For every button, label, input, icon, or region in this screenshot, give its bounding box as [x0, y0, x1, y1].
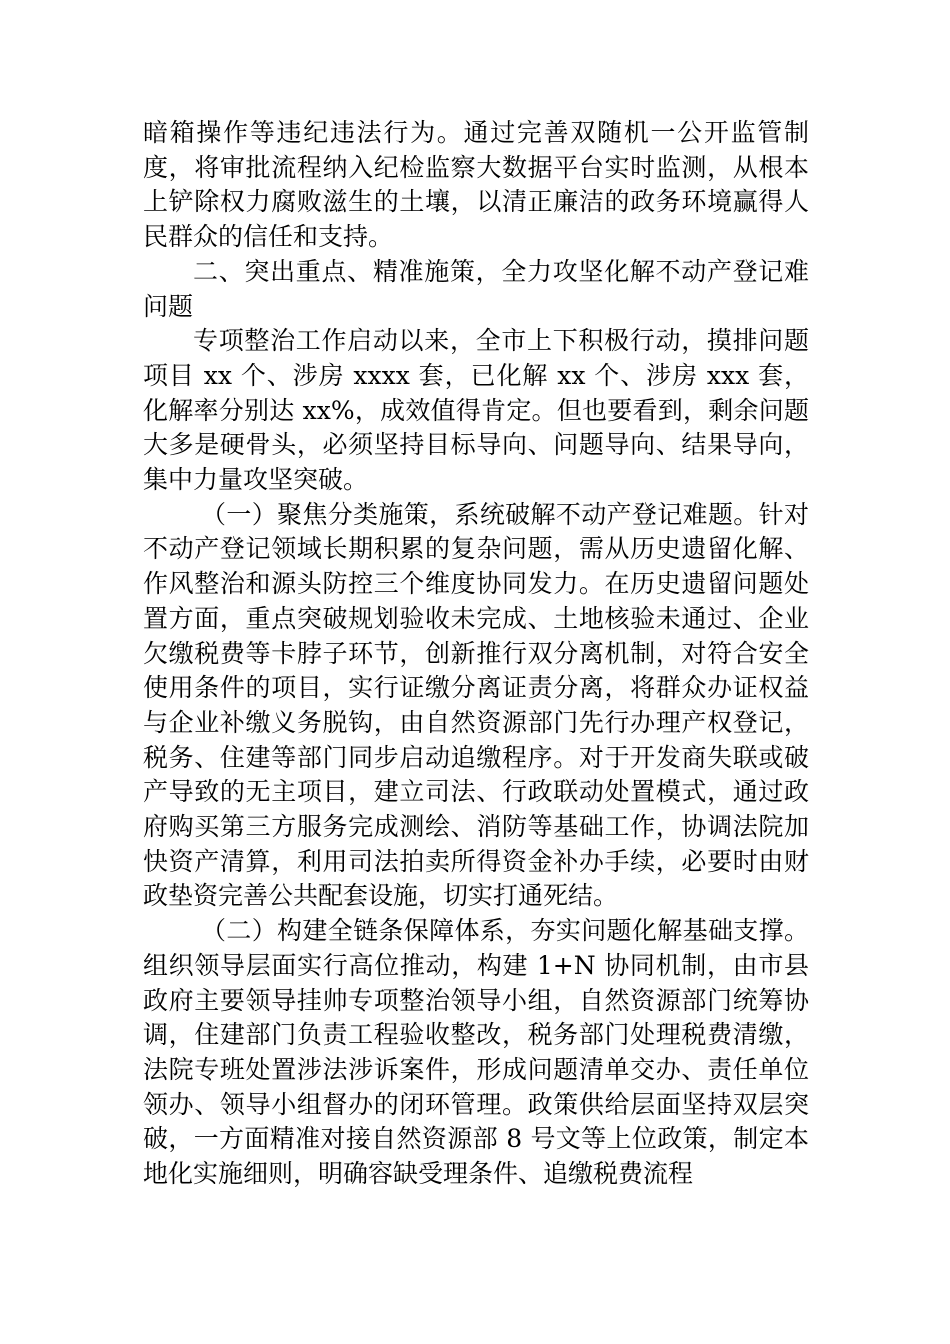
- document-body: [143, 116, 809, 1192]
- subsection-one: （一）聚焦分类施策，系统破解不动产登记难题。针对不动产登记领域长期积累的复杂问题，需从历史遗留化解、作风整治和源头防控三个维度协同发力。在历史遗留问题处置方面，重点突破规划验收未完成、土地核验未通过、企业欠缴税费等卡脖子环节，创新推行双分离机制，对符合安全使用条件的项目，实行证缴分离证责分离，将群众办证权益与企业补缴义务脱钩，由自然资源部门先行办理产权登记，税务、住建等部门同步启动追缴程序。对于开发商失联或破产导致的无主项目，建立司法、行政联动处置模式，通过政府购买第三方服务完成测绘、消防等基础工作，协调法院加快资产清算，利用司法拍卖所得资金补办手续，必要时由财政垫资完善公共配套设施，切实打通死结。: [143, 499, 809, 911]
- subsection-two: （二）构建全链条保障体系，夯实问题化解基础支撑。组织领导层面实行高位推动，构建 1+N 协同机制，由市县政府主要领导挂帅专项整治领导小组，自然资源部门统筹协调，住建部门负责工程验收整改，税务部门处理税费清缴，法院专班处置涉法涉诉案件，形成问题清单交办、责任单位领办、领导小组督办的闭环管理。政策供给层面坚持双层突破，一方面精准对接自然资源部 8 号文等上位政策，制定本地化实施细则，明确容缺受理条件、追缴税费流程: [143, 916, 809, 1189]
- section-heading: 二、突出重点、精准施策，全力攻坚化解不动产登记难问题: [143, 256, 809, 321]
- paragraph-continuation: 暗箱操作等违纪违法行为。通过完善双随机一公开监管制度，将审批流程纳入纪检监察大数据平台实时监测，从根本上铲除权力腐败滋生的土壤，以清正廉洁的政务环境赢得人民群众的信任和支持。: [143, 118, 809, 252]
- paragraph-progress: 专项整治工作启动以来，全市上下积极行动，摸排问题项目 xx 个、涉房 xxxx 套，已化解 xx 个、涉房 xxx 套，化解率分别达 xx%，成效值得肯定。但也要看到，剩余问题大多是硬骨头，必须坚持目标导向、问题导向、结果导向，集中力量攻坚突破。: [143, 326, 809, 495]
